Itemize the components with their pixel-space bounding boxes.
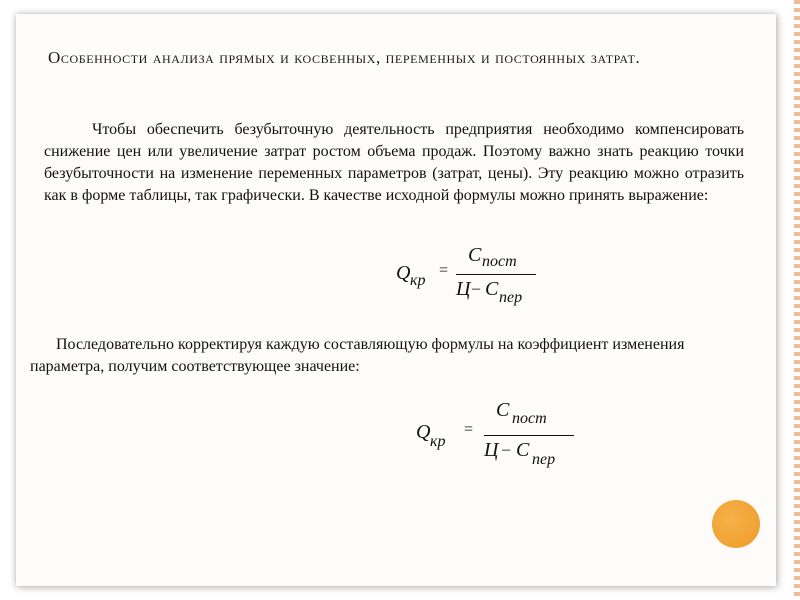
paragraph-intro: Чтобы обеспечить безубыточную деятельность предприятия необходимо компенсировать снижение цен или увеличение затрат ростом объема продаж. Поэтому важно знать реакцию точки безубыточности на изменение переменных параметров (затрат, цены). Эту реакцию можно отразить как в форме таблицы, так графически. В качестве исходной формулы можно принять выражение: [44,121,744,204]
decorative-stripe [794,0,800,600]
formula-lhs-sub: кр [410,272,426,289]
formula-den-var2: C [516,439,530,461]
slide-title: Особенности анализа прямых и косвенных, переменных и постоянных затрат. [48,48,641,67]
formula-fraction-line [484,435,574,436]
formula-lhs-sub: кр [430,433,446,450]
formula-equals: = [439,262,449,279]
decorative-orange-circle [712,500,760,548]
formula-den-minus: – [502,441,510,458]
formula-den-sub: пер [532,451,556,468]
formula-den-minus: – [472,280,480,297]
formula-num-var: C [468,244,482,266]
formula-num-sub: пост [482,253,517,270]
formula-den-var1: Ц [484,439,499,461]
formula-lhs-var: Q [396,262,411,284]
formula-num-sub: пост [512,410,547,427]
formula-num-var: C [496,399,510,421]
formula-equals: = [464,421,474,438]
formula-breakeven-1 [392,244,542,314]
formula-fraction-line [456,274,536,275]
formula-breakeven-2 [412,397,582,477]
formula-lhs-var: Q [416,421,431,443]
formula-den-sub: пер [499,289,523,306]
formula-den-var1: Ц [456,278,471,300]
formula-den-var2: C [485,278,499,300]
paragraph-correction: Последовательно корректируя каждую составляющую формулы на коэффициент изменения параметра, получим соответствующее значение: [30,336,685,375]
